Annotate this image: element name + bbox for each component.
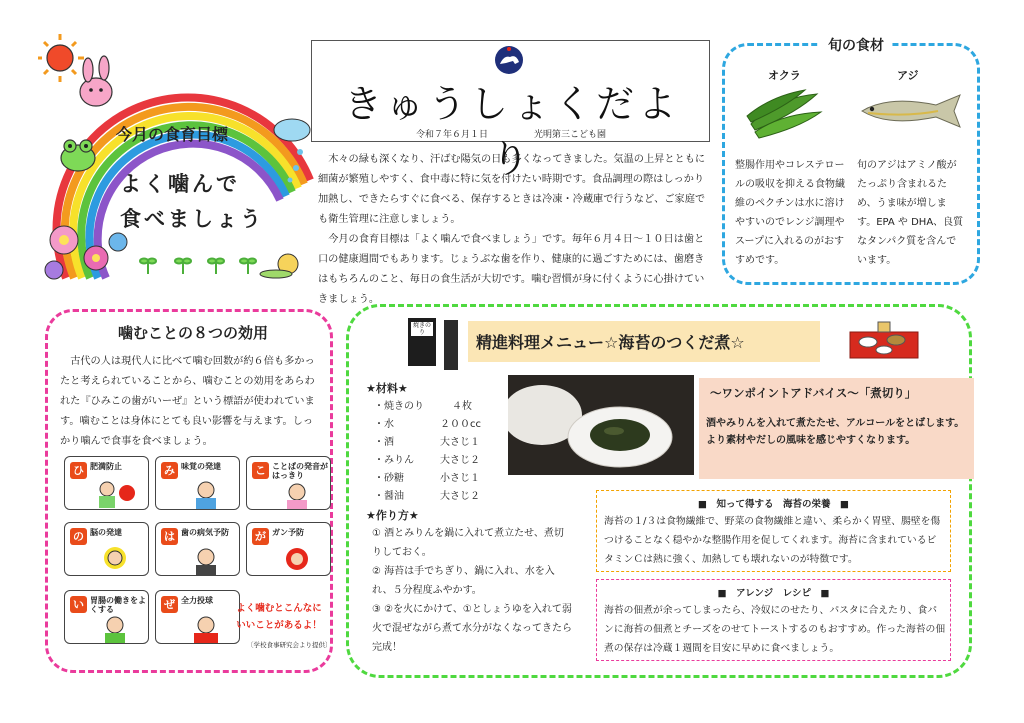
source-credit: 〔学校食事研究会より提供〕 [247, 641, 332, 649]
ingredients-heading: ★材料★ [366, 382, 408, 395]
intro-paragraph-1: 木々の緑も深くなり、汗ばむ陽気の日も多くなってきました。気温の上昇とともに細菌が繁殖しやすく、食中毒に特に気を付けたい時期です。食品調理の際はしっかり加熱し、できたらすぐに食べる、保存するときは冷凍・冷蔵庫で行うなど、ご家庭でも衛生管理に注意しましょう。 [318, 154, 706, 225]
benefit-card [64, 522, 149, 576]
benefit-card [155, 590, 240, 644]
benefit-badge: ぜ [161, 596, 178, 613]
chewing-slogan: よく噛むとこんなにいいことがあるよ！ [236, 603, 322, 631]
sprout-icon [140, 259, 256, 275]
ingredient-name: ・焼きのり [374, 401, 424, 412]
nori-package-icon [408, 318, 436, 366]
advice-text: 酒やみりんを入れて煮たたせ、アルコールをとばします。より素材やだしの風味を感じやすくなります。 [706, 418, 965, 446]
rainbow-illustration [38, 30, 318, 295]
chewing-intro-text: 古代の人は現代人に比べて噛む回数が約６倍も多かったと考えられていることから、噛むことの効用をあらわれた『ひみこの歯がいーぜ』という標語が使われています。噛むことは身体にとても良い影響を与えます。しっかり噛んで食事を食べましょう。 [60, 356, 315, 447]
seasonal-title: 旬の食材 [820, 35, 892, 55]
okra-icon [745, 88, 825, 140]
benefit-badge: の [70, 528, 87, 545]
chewing-intro [60, 352, 322, 452]
ingredient-qty: ２００cc [440, 419, 481, 430]
child-icon [95, 613, 135, 643]
child-icon [95, 479, 135, 509]
page-title: きゅうしょくだより [343, 82, 680, 181]
aji-description: 旬のアジはアミノ酸がたっぷり含まれるため、うま味が増します。EPA や DHA、良質なタンパク質を含んでいます。 [857, 160, 964, 266]
ingredient-qty: ４枚 [452, 401, 472, 412]
benefit-label: 肥満防止 [90, 462, 122, 471]
ingredient-name: ・水 [374, 419, 394, 430]
ingredient-qty: 大さじ１ [440, 437, 480, 448]
benefit-badge: が [252, 528, 269, 545]
nutrition-text: 海苔の１/３は食物繊維で、野菜の食物繊維と違い、柔らかく胃壁、腸壁を傷つけることなく穏やかな整腸作用を促してくれます。海苔に含まれているビタミンＣは熱に強く、加熱しても壊れないのが特徴です。 [604, 516, 941, 565]
recipe-step: ① 酒とみりんを鍋に入れて煮立たせ、煮切りしておく。 [372, 528, 564, 558]
goal-title: 今月の食育目標 [116, 125, 229, 144]
child-icon [95, 545, 135, 575]
arrange-recipe-text: 海苔の佃煮が余ってしまったら、冷奴にのせたり、パスタに合えたり、食パンに海苔の佃煮とチーズをのせてトーストするのもおすすめ。作った海苔の佃煮の保存は冷蔵１週間を目安に早めに食べましょう。 [604, 605, 946, 654]
tsukudani-photo-icon [508, 375, 694, 475]
steps-heading: ★作り方★ [366, 509, 419, 522]
recipe-step: ③ ②を火にかけて、①としょうゆを入れて弱火で混ぜながら煮て水分がなくなってきたら完成！ [372, 604, 572, 653]
meal-tray-icon [848, 318, 920, 360]
child-icon [186, 613, 226, 643]
okra-name: オクラ [768, 69, 801, 82]
recipe-step: ② 海苔は手でちぎり、鍋に入れ、水を入れ、５分程度ふやかす。 [372, 566, 555, 596]
benefit-badge: み [161, 462, 178, 479]
benefit-label: 歯の病気予防 [181, 528, 229, 537]
title-box [311, 40, 710, 181]
benefit-card [246, 522, 331, 576]
ingredient-qty: 大さじ２ [440, 491, 480, 502]
child-icon [186, 545, 226, 575]
okra-description: 整腸作用やコレステロールの吸収を抑える食物繊維のペクチンは水に溶けやすいのでレンジ調理やスープに入れるのがおすすめです。 [735, 160, 845, 266]
recipe-title: 精進料理メニュー☆海苔のつくだ煮☆ [476, 333, 745, 352]
benefit-label: 全力投球 [181, 596, 213, 605]
arrange-recipe-title: ■ アレンジ レシピ ■ [717, 588, 830, 599]
snail-icon [260, 254, 298, 278]
nori-label: 焼きのり [412, 322, 431, 336]
benefit-label: 味覚の発達 [181, 462, 221, 471]
ingredient-name: ・醤油 [374, 491, 404, 502]
organization-name: 光明第三こども園 [534, 130, 607, 140]
sun-icon [38, 34, 84, 82]
benefit-badge: は [161, 528, 178, 545]
child-icon [277, 479, 317, 509]
benefit-card [155, 456, 240, 510]
rainbow-icon [38, 30, 318, 295]
ingredient-name: ・砂糖 [374, 473, 404, 484]
frog-icon [61, 140, 95, 171]
child-icon [277, 545, 317, 575]
benefit-badge: ひ [70, 462, 87, 479]
advice-title: ～ワンポイントアドバイス～「煮切り」 [710, 386, 917, 400]
benefit-label: ガン予防 [272, 528, 304, 537]
emblem-icon [494, 45, 524, 75]
benefit-badge: い [70, 596, 87, 613]
horse-mackerel-icon [858, 93, 966, 129]
benefit-label: 脳の発達 [90, 528, 122, 537]
ingredient-name: ・酒 [374, 437, 394, 448]
intro-text [318, 150, 714, 310]
benefit-card [64, 590, 149, 644]
benefit-label: ことばの発音がはっきり [272, 462, 328, 480]
goal-line-2: 食べましょう [120, 207, 264, 231]
benefit-badge: こ [252, 462, 269, 479]
ingredient-name: ・みりん [374, 455, 414, 466]
child-icon [186, 479, 226, 509]
intro-paragraph-2: 今月の食育目標は「よく噛んで食べましょう」です。毎年６月４日～１０日は歯と口の健康週間でもあります。じょうぶな歯を作り、健康的に過ごすためには、歯磨きはもちろんのこと、毎日の食生活が大切です。噛む習慣が身に付くように心掛けていきましょう。 [318, 234, 705, 305]
benefit-card [64, 456, 149, 510]
benefit-card [155, 522, 240, 576]
bunny-icon [80, 56, 112, 106]
nori-sheet-icon [444, 320, 458, 370]
nutrition-title: ■ 知って得する 海苔の栄養 ■ [698, 499, 849, 510]
goal-line-1: よく噛んで [120, 172, 240, 196]
ingredient-qty: 大さじ２ [440, 455, 480, 466]
issue-date: 令和７年６月１日 [416, 130, 489, 140]
aji-name: アジ [897, 69, 919, 82]
chewing-title: 噛むことの８つの効用 [118, 324, 269, 342]
ingredient-qty: 小さじ１ [440, 473, 480, 484]
benefit-card [246, 456, 331, 510]
benefit-label: 胃腸の働きをよくする [90, 596, 146, 614]
